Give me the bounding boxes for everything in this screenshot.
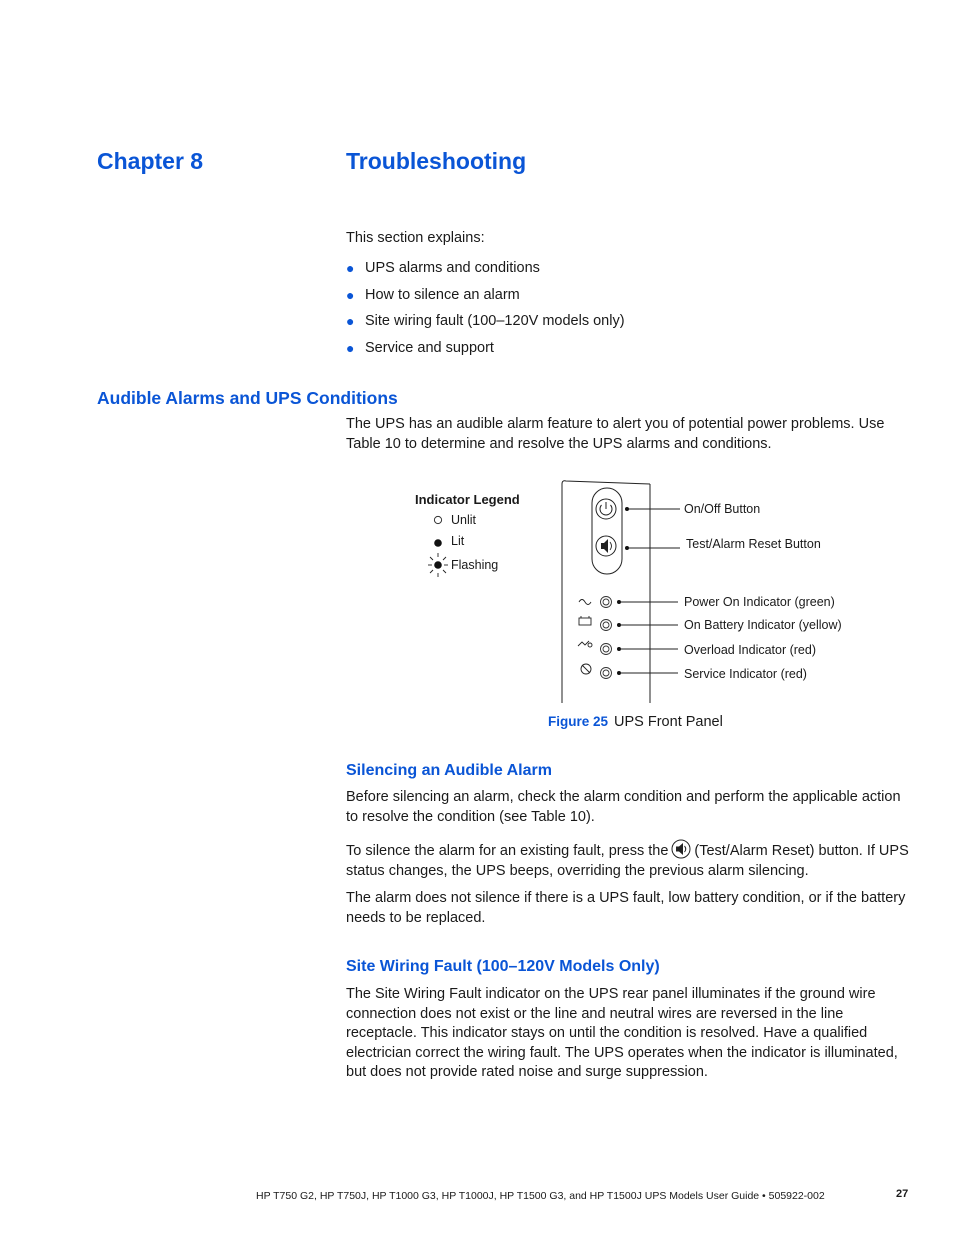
legend-flashing: Flashing <box>451 558 499 572</box>
figure-caption-text: UPS Front Panel <box>614 714 723 730</box>
overload-icon <box>578 641 592 647</box>
speaker-mute-icon <box>671 839 691 859</box>
indicator-callouts <box>617 600 678 675</box>
service-icon <box>581 664 591 674</box>
page-number: 27 <box>896 1188 909 1200</box>
silencing-paragraph-1: Before silencing an alarm, check the alarm condition and perform the applicable action to resolve the condition (see Table 10). <box>346 789 901 825</box>
speaker-mute-icon[interactable] <box>596 536 616 556</box>
wiring-paragraph: The Site Wiring Fault indicator on the UPS rear panel illuminates if the ground wire connection does not exist or the line and neutral wires are reversed in the line receptacle. This indicator stays on until the condition is resolved. Have a qualified electrician correct the wiring fault. The UPS operates when the indicator is illuminated, but does not provide rated noise and surge suppression. <box>346 986 898 1080</box>
alarms-paragraph: The UPS has an audible alarm feature to alert you of potential power problems. Use Table 10 to determine and resolve the UPS alarms and conditions. <box>346 416 885 452</box>
legend-unlit: Unlit <box>451 513 477 527</box>
legend-lit: Lit <box>451 534 465 548</box>
callout-service: Service Indicator (red) <box>684 667 807 681</box>
callout-power-on: Power On Indicator (green) <box>684 595 835 609</box>
power-icon[interactable] <box>596 499 616 519</box>
section-heading-alarms: Audible Alarms and UPS Conditions <box>97 388 398 408</box>
figure-caption-label: Figure 25 <box>548 714 609 729</box>
callout-test-alarm: Test/Alarm Reset Button <box>686 537 821 551</box>
list-item: ● UPS alarms and conditions <box>346 260 540 276</box>
flashing-icon <box>428 553 448 577</box>
callout-dot <box>625 546 629 550</box>
callout-onoff: On/Off Button <box>684 502 761 516</box>
battery-icon <box>579 616 591 625</box>
chapter-label: Chapter 8 <box>97 148 204 174</box>
list-item: ● Service and support <box>346 339 494 356</box>
lit-icon <box>434 539 442 547</box>
footer-text: HP T750 G2, HP T750J, HP T1000 G3, HP T1000J, HP T1500 G3, and HP T1500J UPS Models User Guide • 505922-002 <box>256 1190 825 1202</box>
section-heading-silencing: Silencing an Audible Alarm <box>346 762 552 779</box>
indicator-led <box>601 597 612 679</box>
unlit-icon <box>434 516 441 523</box>
sine-wave-icon <box>579 600 591 605</box>
intro-text: This section explains: <box>346 230 485 246</box>
silencing-paragraph-2: To silence the alarm for an existing fault, press the (Test/Alarm Reset) button. If UPS status changes, the UPS beeps, overriding the previous alarm silencing. <box>346 839 912 881</box>
callout-overload: Overload Indicator (red) <box>684 643 817 657</box>
callout-on-battery: On Battery Indicator (yellow) <box>684 618 842 632</box>
figure-caption <box>548 714 723 730</box>
list-item: ● How to silence an alarm <box>346 286 520 303</box>
intro-bullet-list <box>346 259 625 365</box>
chapter-title: Troubleshooting <box>346 148 527 174</box>
ups-front-panel-figure <box>410 478 860 708</box>
list-item: ● Site wiring fault (100–120V models only) <box>346 313 625 329</box>
callout-dot <box>625 507 629 511</box>
legend-title: Indicator Legend <box>415 492 520 507</box>
section-heading-wiring: Site Wiring Fault (100–120V Models Only) <box>346 958 660 975</box>
silencing-paragraph-3: The alarm does not silence if there is a UPS fault, low battery condition, or if the battery needs to be replaced. <box>346 890 906 926</box>
